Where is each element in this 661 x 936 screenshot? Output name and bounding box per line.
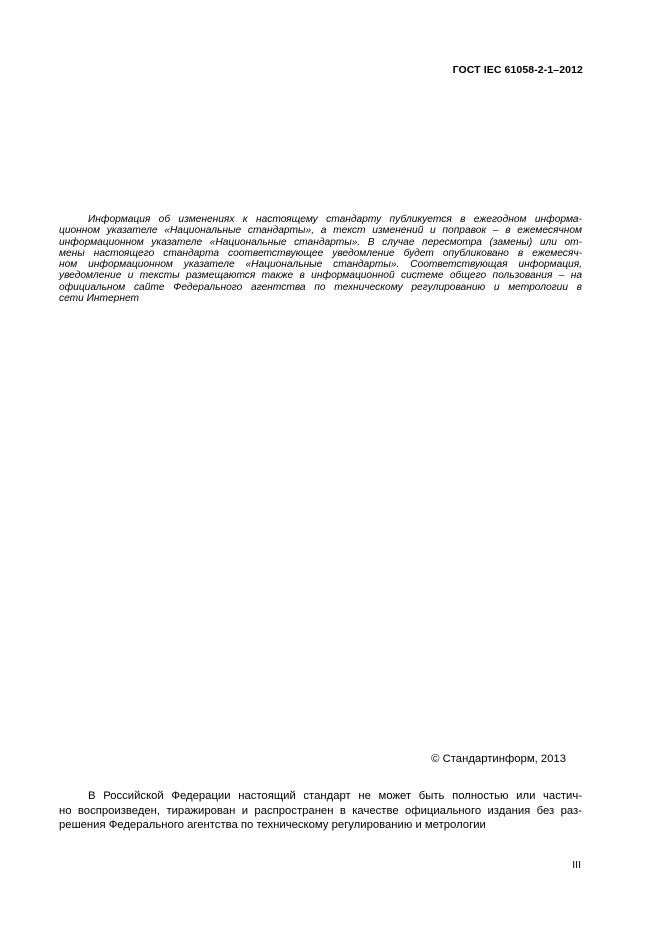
notice-line: ном информационном указателе «Национальные стандарты». Соответствующая информация, (59, 259, 582, 271)
notice-line: официальном сайте Федерального агентства по техническому регулированию и метрологии в (59, 281, 582, 293)
notice-line: ционном указателе «Национальные стандарты», а текст изменений и поправок – в ежемесячном (59, 225, 582, 237)
notice-line: информационном указателе «Национальные стандарты». В случае пересмотра (замены) или от- (59, 236, 582, 248)
notice-line: уведомление и тексты размещаются также в информационной системе общего пользования – на (59, 270, 582, 282)
standard-code-header: ГОСТ IEC 61058-2-1–2012 (452, 64, 583, 76)
amendments-notice (59, 214, 582, 304)
rights-line: решения Федерального агентства по техническому регулированию и метрологии (59, 819, 486, 832)
rights-line: но воспроизведен, тиражирован и распространен в качестве официального издания без раз- (59, 804, 582, 817)
notice-line: сети Интернет (59, 293, 139, 305)
reproduction-rights-paragraph (59, 789, 582, 833)
copyright-notice: © Стандартинформ, 2013 (431, 753, 566, 765)
notice-line: Информация об изменениях к настоящему стандарту публикуется в ежегодном информа- (88, 214, 582, 225)
rights-line: В Российской Федерации настоящий стандарт не может быть полностью или частич- (88, 790, 582, 802)
notice-line: мены настоящего стандарта соответствующее уведомление будет опубликовано в ежемесяч- (59, 247, 582, 259)
page-number: III (572, 859, 581, 871)
